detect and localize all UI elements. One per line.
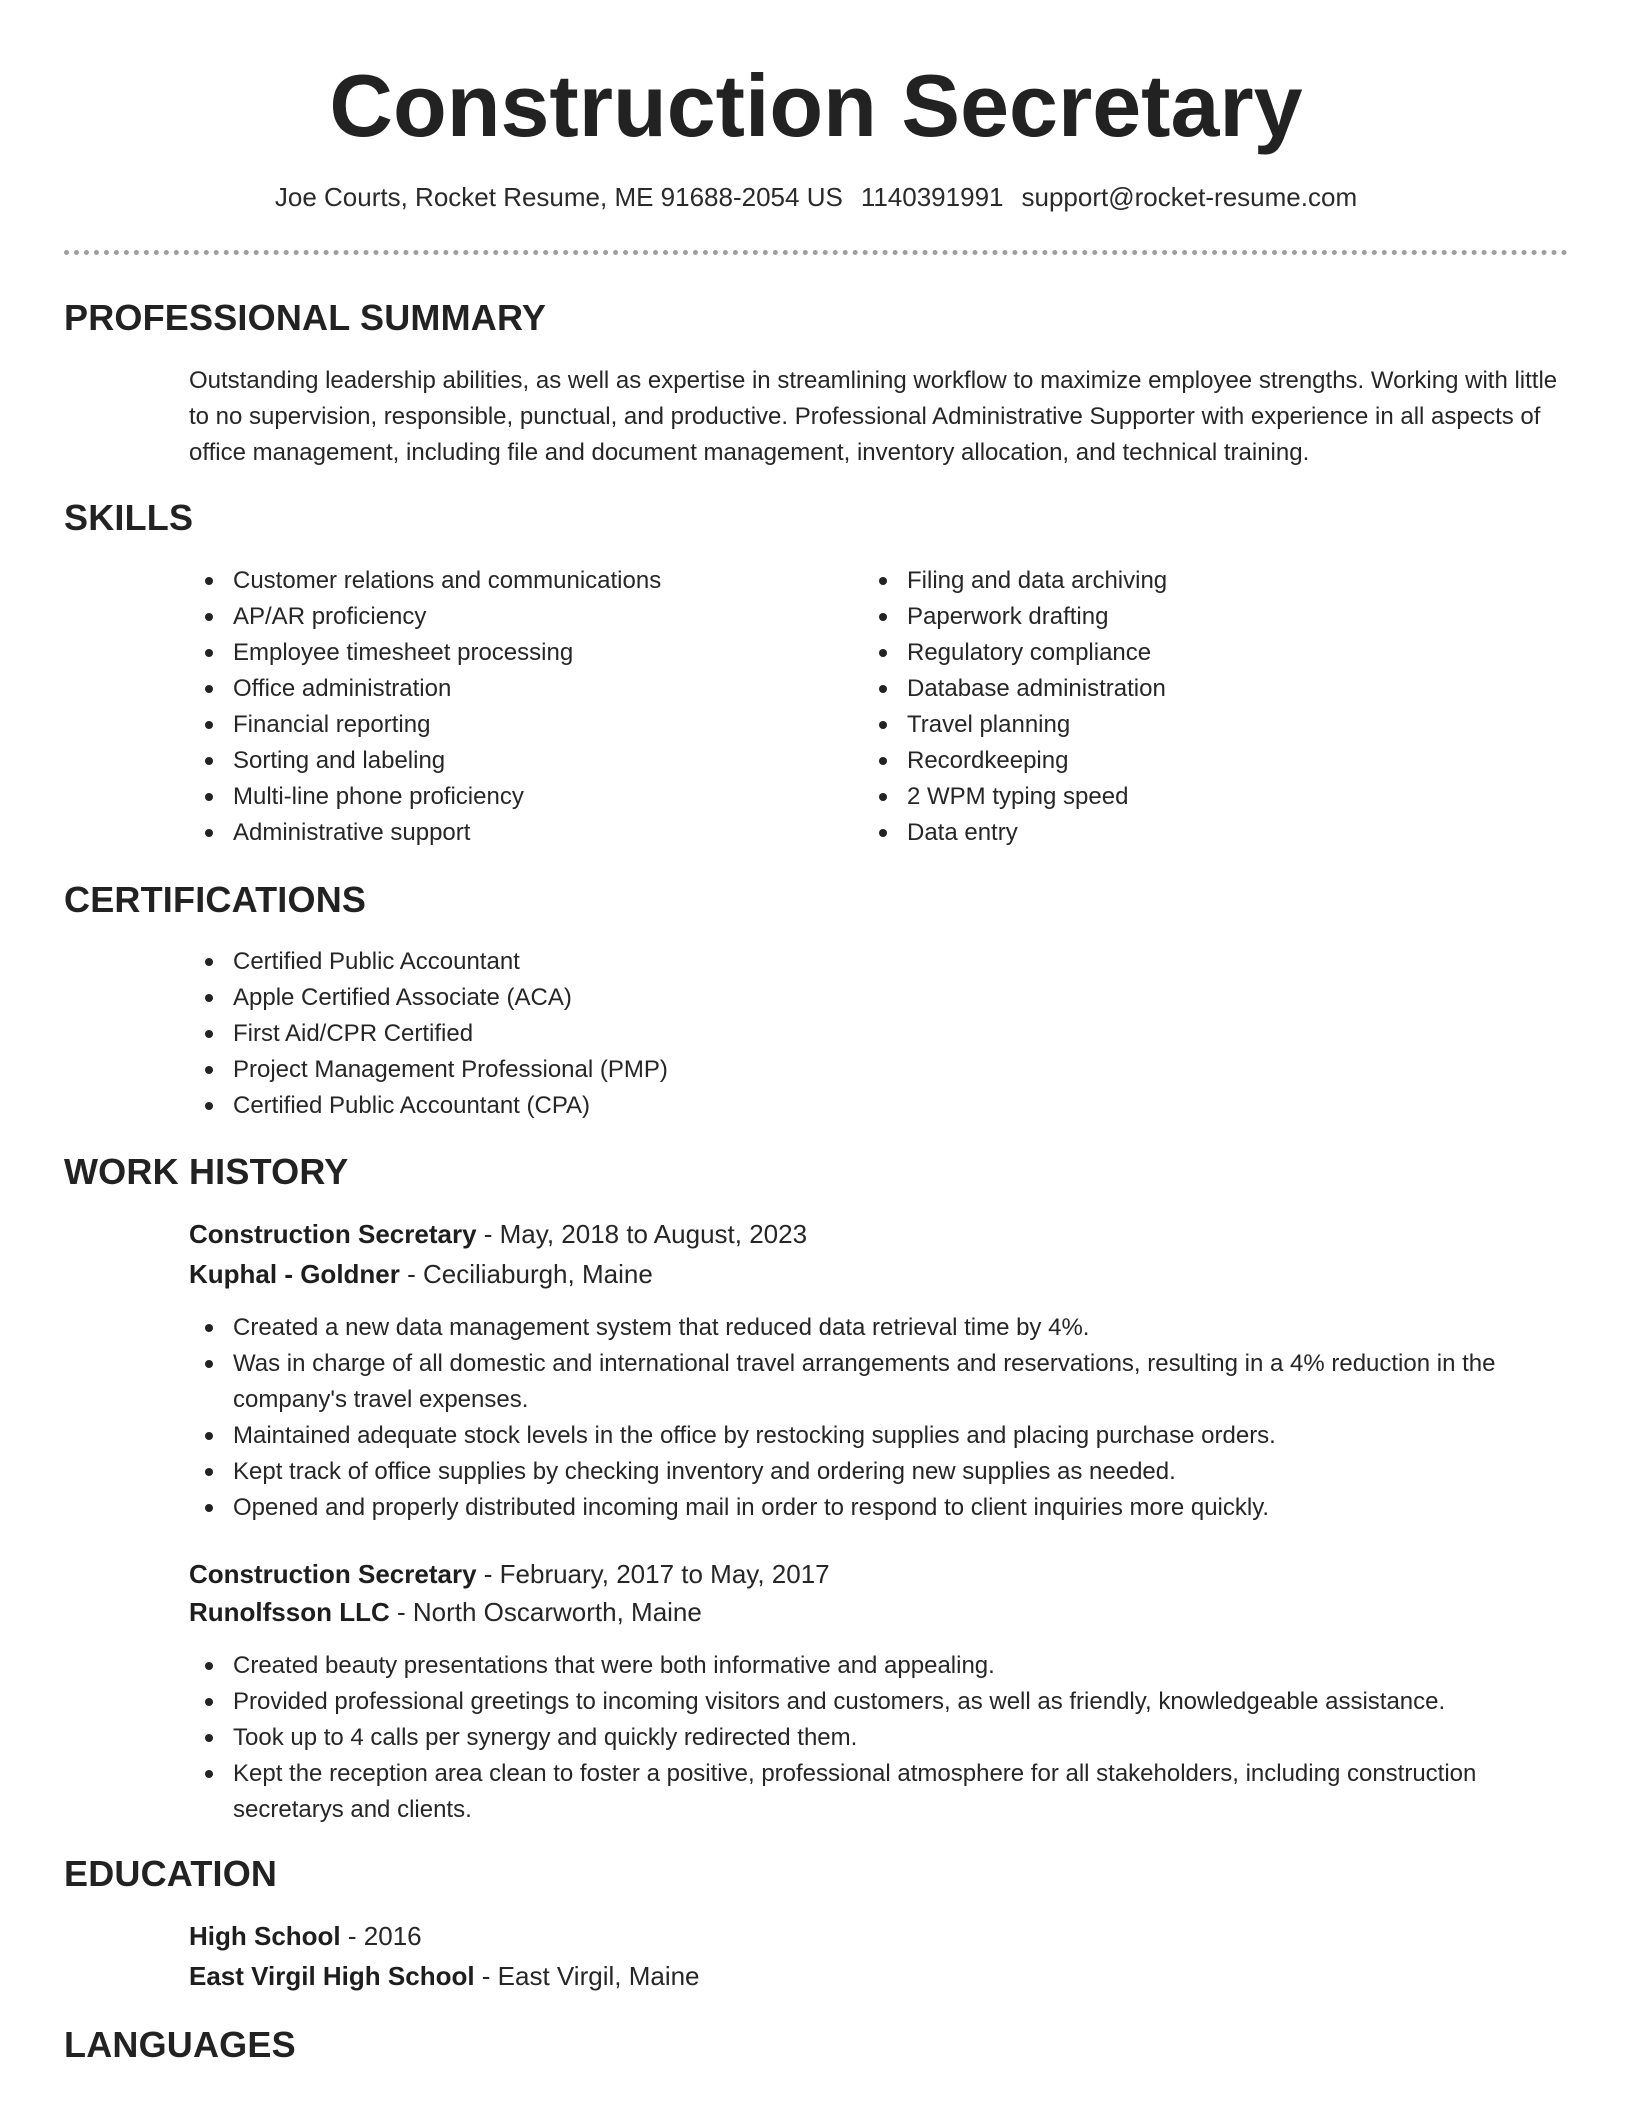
list-item: Customer relations and communications xyxy=(189,563,829,599)
work-heading: WORK HISTORY xyxy=(64,1151,349,1192)
job-title: Construction Secretary xyxy=(189,1559,477,1589)
summary-text: Outstanding leadership abilities, as well as expertise in streamlining workflow to maximize employee strengths. Working with little to no supervision, responsible, punctual, and productive. Professional Administrative Supporter with experience in all aspects of office management, including file and document management, inventory allocation, and technical training. xyxy=(189,367,1558,466)
resume-title: Construction Secretary xyxy=(329,56,1303,155)
list-item: Paperwork drafting xyxy=(863,599,1503,635)
skills-heading: SKILLS xyxy=(64,497,194,538)
job-dates: - February, 2017 to May, 2017 xyxy=(476,1559,830,1589)
list-item: Employee timesheet processing xyxy=(189,635,829,671)
education-school-line xyxy=(189,1957,700,1995)
list-item: Certified Public Accountant (CPA) xyxy=(189,1088,1089,1124)
list-item: Was in charge of all domestic and international travel arrangements and reservations, resulting in a 4% reduction in the company's travel expenses. xyxy=(189,1346,1569,1418)
certifications-list xyxy=(189,944,1089,1124)
job-dates: - May, 2018 to August, 2023 xyxy=(476,1219,808,1249)
list-item: Created a new data management system that reduced data retrieval time by 4%. xyxy=(189,1310,1569,1346)
education-heading: EDUCATION xyxy=(64,1853,278,1894)
contact-email[interactable]: support@rocket-resume.com xyxy=(1021,182,1358,212)
list-item: Kept the reception area clean to foster a positive, professional atmosphere for all stakeholders, including construction secretarys and clients. xyxy=(189,1756,1569,1828)
job-1-company-line xyxy=(189,1255,653,1293)
job-1-title-line xyxy=(189,1215,807,1253)
job-location: - North Oscarworth, Maine xyxy=(389,1597,702,1627)
skills-list-left xyxy=(189,563,829,851)
list-item: Opened and properly distributed incoming mail in order to respond to client inquiries more quickly. xyxy=(189,1490,1569,1526)
contact-line xyxy=(0,180,1632,214)
list-item: Regulatory compliance xyxy=(863,635,1503,671)
list-item: Took up to 4 calls per synergy and quickly redirected them. xyxy=(189,1720,1569,1756)
job-company: Runolfsson LLC xyxy=(189,1597,390,1627)
list-item: Data entry xyxy=(863,815,1503,851)
education-degree: High School xyxy=(189,1921,341,1951)
list-item: Administrative support xyxy=(189,815,829,851)
list-item: Database administration xyxy=(863,671,1503,707)
list-item: Maintained adequate stock levels in the office by restocking supplies and placing purchase orders. xyxy=(189,1418,1569,1454)
job-title: Construction Secretary xyxy=(189,1219,477,1249)
list-item: First Aid/CPR Certified xyxy=(189,1016,1089,1052)
list-item: Created beauty presentations that were both informative and appealing. xyxy=(189,1648,1569,1684)
list-item: 2 WPM typing speed xyxy=(863,779,1503,815)
list-item: Project Management Professional (PMP) xyxy=(189,1052,1089,1088)
contact-address: Joe Courts, Rocket Resume, ME 91688-2054 US xyxy=(274,182,843,212)
languages-heading: LANGUAGES xyxy=(64,2024,296,2065)
summary-heading: PROFESSIONAL SUMMARY xyxy=(64,297,547,338)
certifications-heading: CERTIFICATIONS xyxy=(64,879,367,920)
list-item: Kept track of office supplies by checking inventory and ordering new supplies as needed. xyxy=(189,1454,1569,1490)
list-item: Recordkeeping xyxy=(863,743,1503,779)
header-divider xyxy=(64,250,1568,255)
education-school: East Virgil High School xyxy=(189,1961,475,1991)
education-year: - 2016 xyxy=(340,1921,422,1951)
job-2-bullets xyxy=(189,1648,1569,1828)
list-item: Office administration xyxy=(189,671,829,707)
contact-phone: 1140391991 xyxy=(860,182,1004,212)
list-item: Financial reporting xyxy=(189,707,829,743)
job-1-bullets xyxy=(189,1310,1569,1526)
list-item: Filing and data archiving xyxy=(863,563,1503,599)
education-location: - East Virgil, Maine xyxy=(474,1961,700,1991)
list-item: Apple Certified Associate (ACA) xyxy=(189,980,1089,1016)
list-item: AP/AR proficiency xyxy=(189,599,829,635)
list-item: Sorting and labeling xyxy=(189,743,829,779)
education-degree-line xyxy=(189,1917,422,1955)
list-item: Provided professional greetings to incoming visitors and customers, as well as friendly, knowledgeable assistance. xyxy=(189,1684,1569,1720)
job-2-company-line xyxy=(189,1593,702,1631)
list-item: Travel planning xyxy=(863,707,1503,743)
job-company: Kuphal - Goldner xyxy=(189,1259,400,1289)
skills-list-right xyxy=(863,563,1503,851)
job-2-title-line xyxy=(189,1555,830,1593)
list-item: Multi-line phone proficiency xyxy=(189,779,829,815)
list-item: Certified Public Accountant xyxy=(189,944,1089,980)
job-location: - Ceciliaburgh, Maine xyxy=(399,1259,653,1289)
